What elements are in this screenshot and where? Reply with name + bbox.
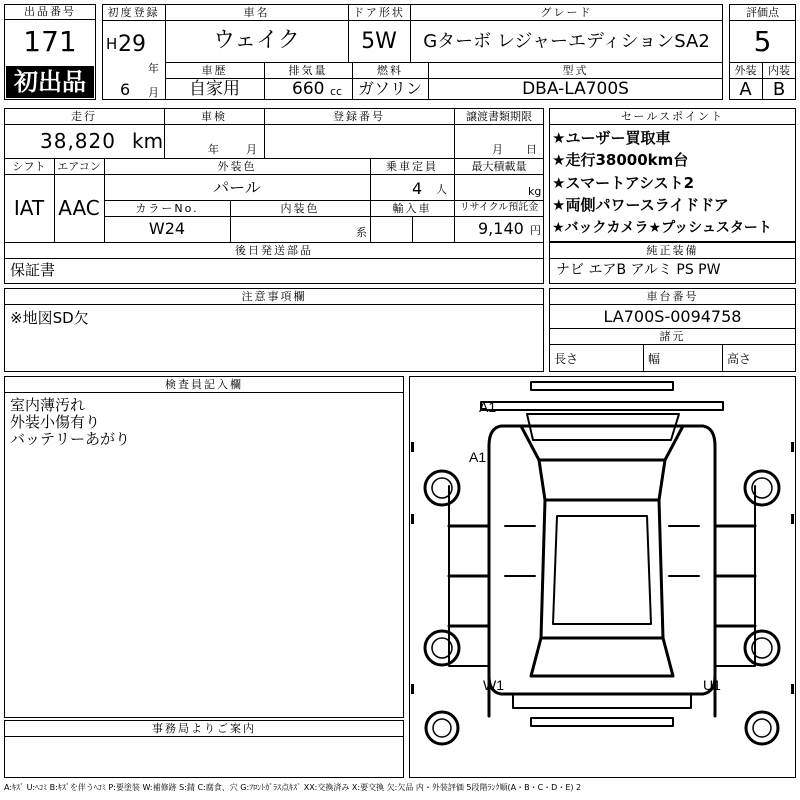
int-color-unit: 系 [356,226,367,239]
recycle-header: リサイクル預託金 [459,202,539,213]
shift-header: シフト [12,159,46,173]
displacement-unit: cc [330,85,343,98]
capacity: 4 [412,179,423,198]
mileage: 38,820 [40,129,116,153]
first-reg-header: 初度登録 [107,5,160,19]
dim-length: 長さ [554,352,579,366]
displacement-header: 排気量 [288,63,328,77]
later-parts-header: 後日発送部品 [235,243,313,257]
notes-header: 注意事項欄 [241,289,307,303]
fuel: ガソリン [357,79,422,98]
dim-width: 幅 [648,352,661,366]
inspector-note: 外装小傷有り [10,413,101,431]
history-header: 車歴 [201,63,228,77]
dim-height: 高さ [727,352,752,366]
lot-number-header: 出品番号 [4,4,96,20]
equipment-header: 純正装備 [646,243,699,257]
legend: A:ｷｽﾞ U:ﾍｺﾐ B:ｷｽﾞを伴うﾍｺﾐ P:要塗装 W:補修跡 S:錆 C:腐食、穴 G:ﾌﾛﾝﾄｶﾞﾗｽ点ｷｽﾞ XX:交換済み X:要交換 欠:欠品 内・外装評価 5段階ﾗﾝｸ順(A・B・C・D・E) 2 [4,783,582,792]
selling-point: ★走行38000km台 [552,151,689,169]
equipment: ナビ エアB アルミ PS PW [556,262,721,278]
inspection-year-unit: 年 [208,143,219,156]
office-header: 事務局よりご案内 [152,721,256,735]
grade-header: グレード [540,5,593,19]
capacity-header: 乗車定員 [386,159,438,173]
recycle-amount: 9,140 [478,219,524,238]
chassis-header: 車台番号 [646,289,699,303]
damage-mark-roof: A1 [479,399,497,415]
exterior-grade-header: 外装 [734,63,757,77]
fuel-header: 燃料 [377,63,403,77]
reg-no-header: 登録番号 [333,109,385,123]
reg-month: 6 [120,80,131,99]
first-sale-badge: 初出品 [6,66,94,98]
reg-year: 29 [118,32,146,57]
model-code: DBA-LA700S [522,79,629,99]
color-no-header: カラーNo. [135,201,199,215]
grade: Gターボ レジャーエディションSA2 [423,31,710,52]
notes: ※地図SD欠 [10,309,89,327]
ext-color: パール [213,178,261,197]
mileage-header: 走行 [71,109,97,123]
selling-point: ★両側パワースライドドア [552,196,729,214]
int-color-header: 内装色 [280,201,320,215]
damage-mark-right-rear: U1 [703,677,721,693]
recycle-unit: 円 [530,224,541,237]
inspector-note: 室内薄汚れ [10,396,86,414]
selling-point: ★ユーザー買取車 [552,129,671,147]
max-load-header: 最大積載量 [471,159,527,173]
transfer-day-unit: 日 [526,143,537,156]
selling-point: ★バックカメラ★プッシュスタート [552,220,772,236]
inspection-header: 車検 [201,109,227,123]
score: 5 [753,25,772,58]
aircon: AAC [58,196,100,220]
year-unit: 年 [148,62,159,75]
inspector-header: 検査員記入欄 [165,377,243,391]
month-unit: 月 [148,86,159,99]
interior-grade-header: 内装 [768,63,790,77]
exterior-grade: A [739,79,752,100]
selling-point: ★スマートアシスト2 [552,174,695,192]
import-header: 輸入車 [392,201,432,215]
ext-color-header: 外装色 [217,159,257,173]
damage-mark-left-rear: W1 [483,677,504,693]
chassis-no: LA700S-0094758 [603,307,742,326]
damage-mark-hood: A1 [469,449,487,465]
capacity-unit: 人 [436,183,447,196]
inspector-note: バッテリーあがり [10,430,131,448]
car-diagram [409,376,796,778]
aircon-header: エアコン [57,159,101,173]
score-header: 評価点 [746,5,779,19]
interior-grade: B [772,79,786,100]
dimensions-header: 諸元 [659,329,686,343]
door-header: ドア形状 [353,5,405,19]
model-code-header: 型式 [562,63,589,77]
color-no: W24 [148,219,186,238]
shift: IAT [13,196,45,220]
era: H [106,35,118,53]
inspection-month-unit: 月 [246,143,257,156]
later-parts: 保証書 [10,261,56,279]
max-load-unit: kg [528,185,542,198]
selling-points-header: セールスポイント [620,109,724,123]
door-type: 5W [361,29,397,54]
history: 自家用 [189,79,240,99]
transfer-deadline-header: 譲渡書類期限 [466,109,532,123]
car-name: ウェイク [213,28,300,53]
car-name-header: 車名 [243,5,270,19]
transfer-month-unit: 月 [492,143,503,156]
lot-number: 171 [23,25,77,58]
mileage-unit: km [132,129,164,153]
displacement: 660 [292,79,325,99]
